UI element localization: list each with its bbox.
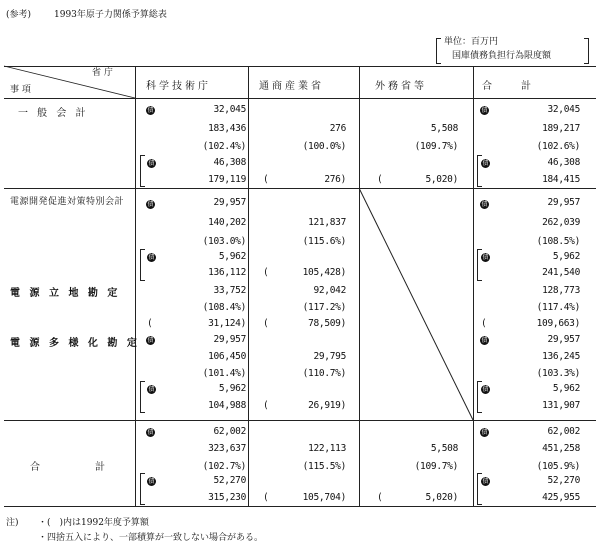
cell: (102.6%)	[536, 141, 580, 152]
obligation-marker: 債	[482, 254, 489, 261]
row-label-sum: 合 計	[30, 462, 108, 473]
cell: (117.2%)	[302, 302, 346, 313]
cell: 121,837	[308, 217, 346, 228]
cell: 136,112	[208, 267, 246, 278]
obligation-marker: 債	[481, 429, 488, 436]
col-header-tsusan: 通商産業省	[259, 81, 324, 92]
cell: 104,988	[208, 400, 246, 411]
cell: 451,258	[542, 443, 580, 454]
cell: 140,202	[208, 217, 246, 228]
header-item: 事 項	[10, 85, 31, 95]
cell: 52,270	[213, 475, 246, 486]
cell: (102.4%)	[202, 141, 246, 152]
cell: 5,020)	[425, 174, 458, 185]
page-title: 1993年原子力関係予算総表	[54, 10, 167, 20]
cell: (105.9%)	[536, 461, 580, 472]
cell: (101.4%)	[202, 368, 246, 379]
obligation-marker: 債	[147, 201, 154, 208]
cell: (103.0%)	[202, 236, 246, 247]
cell: (	[263, 267, 269, 278]
cell: 122,113	[308, 443, 346, 454]
row-label-ritchi: 電 源 立 地 勘 定	[10, 288, 121, 299]
cell: (	[263, 174, 269, 185]
cell: 106,450	[208, 351, 246, 362]
cell: 131,907	[542, 400, 580, 411]
col-header-kagaku: 科学技術庁	[146, 81, 211, 92]
cell: (110.7%)	[302, 368, 346, 379]
cell: 179,119	[208, 174, 246, 185]
cell: (117.4%)	[536, 302, 580, 313]
cell: (	[263, 400, 269, 411]
cell: 5,508	[430, 123, 458, 134]
cell: 109,663)	[536, 318, 580, 329]
cell: 5,962	[552, 251, 580, 262]
cell: 184,415	[542, 174, 580, 185]
cell: 29,795	[313, 351, 346, 362]
cell: 78,509)	[308, 318, 346, 329]
cell: 5,962	[218, 251, 246, 262]
cell: (102.7%)	[202, 461, 246, 472]
cell: 92,042	[313, 285, 346, 296]
cell: (115.6%)	[302, 236, 346, 247]
cell: (100.0%)	[302, 141, 346, 152]
obligation-marker: 債	[148, 160, 155, 167]
unit-label: 単位：百万円	[444, 37, 499, 47]
cell: (108.4%)	[202, 302, 246, 313]
obligation-marker: 債	[482, 386, 489, 393]
cell: 5,020)	[425, 492, 458, 503]
title-prefix: (参考)	[6, 10, 32, 20]
cell: 33,752	[213, 285, 246, 296]
cell: (103.3%)	[536, 368, 580, 379]
cell: 5,962	[218, 383, 246, 394]
header-ministry: 省 庁	[92, 68, 113, 78]
cell: (	[481, 318, 487, 329]
cell: 31,124)	[208, 318, 246, 329]
cell: (109.7%)	[414, 141, 458, 152]
cell: 241,540	[542, 267, 580, 278]
obligation-marker: 債	[148, 254, 155, 261]
cell: (	[377, 492, 383, 503]
cell: 29,957	[213, 334, 246, 345]
cell: 26,919)	[308, 400, 346, 411]
note-2: ・四捨五入により、一部積算が一致しない場合がある。	[38, 533, 264, 543]
cell: 32,045	[213, 104, 246, 115]
obligation-marker: 債	[481, 337, 488, 344]
cell: (109.7%)	[414, 461, 458, 472]
obligation-marker: 債	[482, 478, 489, 485]
cell: 29,957	[213, 197, 246, 208]
obligation-marker: 債	[147, 107, 154, 114]
row-label-tayouka: 電 源 多 様 化 勘 定	[10, 338, 140, 349]
cell: (	[377, 174, 383, 185]
cell: (	[263, 318, 269, 329]
cell: (	[263, 492, 269, 503]
cell: 32,045	[547, 104, 580, 115]
cell: 29,957	[547, 197, 580, 208]
cell: 425,955	[542, 492, 580, 503]
cell: (	[147, 318, 153, 329]
cell: 323,637	[208, 443, 246, 454]
cell: 29,957	[547, 334, 580, 345]
cell: 5,508	[430, 443, 458, 454]
row-label-special: 電源開発促進対策特別会計	[10, 197, 125, 207]
col-header-total: 合 計	[482, 81, 534, 92]
cell: 183,436	[208, 123, 246, 134]
cell: 5,962	[552, 383, 580, 394]
cell: 128,773	[542, 285, 580, 296]
unit-note: 国庫債務負担行為限度額	[452, 51, 552, 61]
cell: 46,308	[547, 157, 580, 168]
row-label-general: 一 般 会 計	[18, 108, 89, 119]
cell: 62,002	[547, 426, 580, 437]
cell: 136,245	[542, 351, 580, 362]
obligation-marker: 債	[481, 201, 488, 208]
cell: 189,217	[542, 123, 580, 134]
cell: 46,308	[213, 157, 246, 168]
col-header-gaimu: 外務省等	[375, 81, 427, 92]
obligation-marker: 債	[482, 160, 489, 167]
cell: 262,039	[542, 217, 580, 228]
obligation-marker: 債	[148, 386, 155, 393]
cell: 276	[329, 123, 346, 134]
cell: 105,428)	[302, 267, 346, 278]
cell: (108.5%)	[536, 236, 580, 247]
cell: 315,230	[208, 492, 246, 503]
obligation-marker: 債	[147, 429, 154, 436]
cell: (115.5%)	[302, 461, 346, 472]
cell: 105,704)	[302, 492, 346, 503]
cell: 276)	[324, 174, 346, 185]
obligation-marker: 債	[148, 478, 155, 485]
note-1: ・( )内は1992年度予算額	[38, 518, 149, 528]
cell: 52,270	[547, 475, 580, 486]
obligation-marker: 債	[481, 107, 488, 114]
notes-label: 注)	[6, 518, 19, 528]
obligation-marker: 債	[147, 337, 154, 344]
cell: 62,002	[213, 426, 246, 437]
